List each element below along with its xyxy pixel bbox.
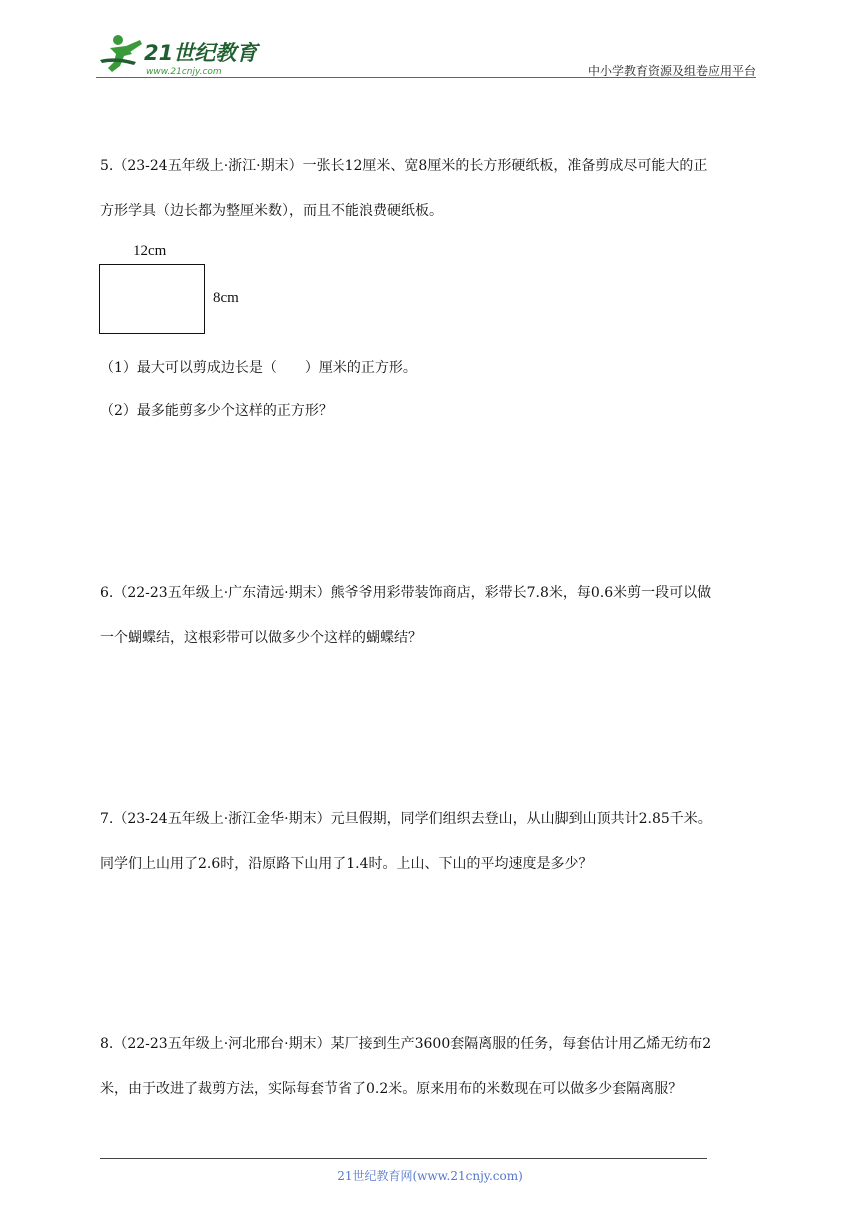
question-7 bbox=[100, 812, 768, 871]
width-label: 12cm bbox=[133, 243, 167, 259]
question-6-line-1: 6.（22-23五年级上·广东清远·期末）熊爷爷用彩带装饰商店，彩带长7.8米，每0.6米剪一段可以做 bbox=[100, 585, 712, 601]
question-5-line-1: 5.（23-24五年级上·浙江·期末）一张长12厘米、宽8厘米的长方形硬纸板，准备剪成尽可能大的正 bbox=[100, 158, 708, 174]
question-8-line-1: 8.（22-23五年级上·河北邢台·期末）某厂接到生产3600套隔离服的任务，每套估计用乙烯无纺布2 bbox=[100, 1036, 712, 1052]
question-6-line-2: 一个蝴蝶结，这根彩带可以做多少个这样的蝴蝶结？ bbox=[100, 630, 422, 646]
footer-link[interactable]: 21世纪教育网(www.21cnjy.com) bbox=[337, 1169, 523, 1183]
question-8 bbox=[100, 1037, 768, 1096]
footer-divider bbox=[100, 1158, 707, 1159]
height-label: 8cm bbox=[213, 290, 239, 306]
rectangle-figure bbox=[99, 241, 259, 341]
header-tagline: 中小学教育资源及组卷应用平台 bbox=[587, 64, 756, 78]
site-logo bbox=[96, 32, 261, 78]
logo-text: 21世纪教育 bbox=[144, 41, 258, 65]
logo-url: www.21cnjy.com bbox=[146, 67, 222, 77]
rectangle-shape bbox=[99, 264, 205, 334]
question-5 bbox=[100, 159, 768, 218]
question-6 bbox=[100, 586, 768, 645]
question-7-line-2: 同学们上山用了2.6时，沿原路下山用了1.4时。上山、下山的平均速度是多少？ bbox=[100, 856, 593, 872]
question-8-line-2: 米，由于改进了裁剪方法，实际每套节省了0.2米。原来用布的米数现在可以做多少套隔离服？ bbox=[100, 1081, 683, 1097]
question-5-sub-1-text: （1）最大可以剪成边长是（ ）厘米的正方形。 bbox=[100, 360, 417, 376]
header-divider bbox=[96, 77, 756, 78]
question-5-sub-1 bbox=[100, 361, 768, 375]
page-header bbox=[96, 32, 756, 78]
question-5-sub-2-text: （2）最多能剪多少个这样的正方形？ bbox=[100, 403, 333, 419]
runner-icon bbox=[100, 35, 142, 72]
question-7-line-1: 7.（23-24五年级上·浙江金华·期末）元旦假期，同学们组织去登山，从山脚到山顶共计2.85千米。 bbox=[100, 811, 712, 827]
question-5-sub-2 bbox=[100, 404, 768, 418]
question-5-line-2: 方形学具（边长都为整厘米数），而且不能浪费硬纸板。 bbox=[100, 203, 443, 219]
